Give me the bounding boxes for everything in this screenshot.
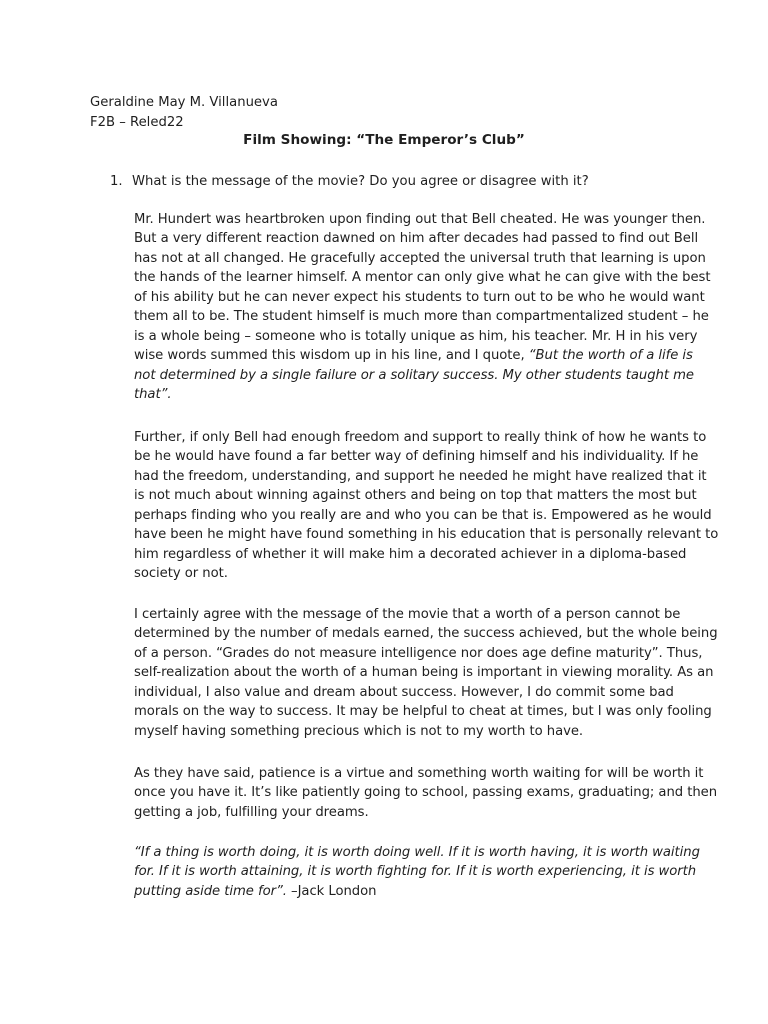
- quote-end: putting aside time for”.: [134, 883, 287, 899]
- paragraph-line: society or not.: [134, 566, 228, 582]
- paragraph-line: have been he might have found something in his education that is personally relevant to: [134, 527, 719, 543]
- paragraph-line: is a whole being – someone who is totally unique as him, his teacher. Mr. H in his very: [134, 328, 698, 344]
- paragraph-line: the hands of the learner himself. A mentor can only give what he can give with the best: [134, 270, 711, 286]
- paragraph-4: [134, 764, 718, 822]
- paragraph-line: myself having something precious which is not to my worth to have.: [134, 723, 584, 739]
- course-section: F2B – Reled22: [90, 115, 184, 130]
- quote-attribution: –Jack London: [286, 883, 377, 899]
- paragraph-3: [134, 605, 718, 741]
- question-number: 1.: [110, 174, 123, 189]
- document-title: Film Showing: “The Emperor’s Club”: [243, 132, 525, 148]
- question-text: What is the message of the movie? Do you agree or disagree with it?: [132, 174, 589, 189]
- paragraph-1: [134, 210, 711, 405]
- paragraph-line: of a person. “Grades do not measure intelligence nor does age define maturity”. Thus,: [134, 645, 703, 661]
- quote-start: “But the worth of a life is: [528, 348, 693, 364]
- paragraph-line: him regardless of whether it will make him a decorated achiever in a diploma-based: [134, 546, 687, 562]
- quote-lead-in: wise words summed this wisdom up in his line, and I quote,: [134, 348, 529, 364]
- author-name: Geraldine May M. Villanueva: [90, 95, 278, 110]
- paragraph-line: is not much about winning against others and being on top that matters the most but: [134, 488, 697, 504]
- paragraph-line: I certainly agree with the message of the movie that a worth of a person cannot be: [134, 607, 681, 622]
- quote-line: “If a thing is worth doing, it is worth doing well. If it is worth having, it is worth waiting: [134, 845, 700, 860]
- paragraph-line: [134, 346, 693, 365]
- question-item: [110, 172, 589, 192]
- quote-line: that”.: [134, 387, 172, 403]
- paragraph-line: getting a job, fulfilling your dreams.: [134, 804, 369, 820]
- paragraph-line: had the freedom, understanding, and support he needed he might have realized that it: [134, 468, 707, 484]
- paragraph-line: Further, if only Bell had enough freedom and support to really think of how he wants to: [134, 430, 707, 445]
- paragraph-line: Mr. Hundert was heartbroken upon finding out that Bell cheated. He was younger then.: [134, 212, 706, 227]
- paragraph-line: once you have it. It’s like patiently going to school, passing exams, graduating; and then: [134, 785, 718, 801]
- closing-quote: [134, 843, 700, 901]
- paragraph-line: As they have said, patience is a virtue and something worth waiting for will be worth it: [134, 766, 704, 781]
- paragraph-line: be he would have found a far better way of defining himself and his individuality. If he: [134, 449, 699, 465]
- paragraph-line: perhaps finding who you really are and who you can be that is. Empowered as he would: [134, 507, 712, 523]
- paragraph-line: determined by the number of medals earned, the success achieved, but the whole being: [134, 626, 718, 642]
- paragraph-line: them all to be. The student himself is much more than compartmentalized student – he: [134, 309, 709, 325]
- paragraph-line: has not at all changed. He gracefully accepted the universal truth that learning is upon: [134, 250, 706, 266]
- quote-line: for. If it is worth attaining, it is worth fighting for. If it is worth experiencing, it is worth: [134, 864, 697, 880]
- quote-line: [134, 882, 684, 901]
- paragraph-line: morals on the way to success. It may be helpful to cheat at times, but I was only fooling: [134, 704, 712, 720]
- paragraph-line: of his ability but he can never expect his students to turn out to be who he would want: [134, 289, 705, 305]
- quote-line: not determined by a single failure or a solitary success. My other students taught me: [134, 367, 694, 383]
- paragraph-line: But a very different reaction dawned on him after decades had passed to find out Bell: [134, 231, 699, 247]
- paragraph-2: [134, 428, 719, 584]
- paragraph-line: self-realization about the worth of a human being is important in viewing morality. As an: [134, 665, 714, 681]
- paragraph-line: individual, I also value and dream about success. However, I do commit some bad: [134, 684, 674, 700]
